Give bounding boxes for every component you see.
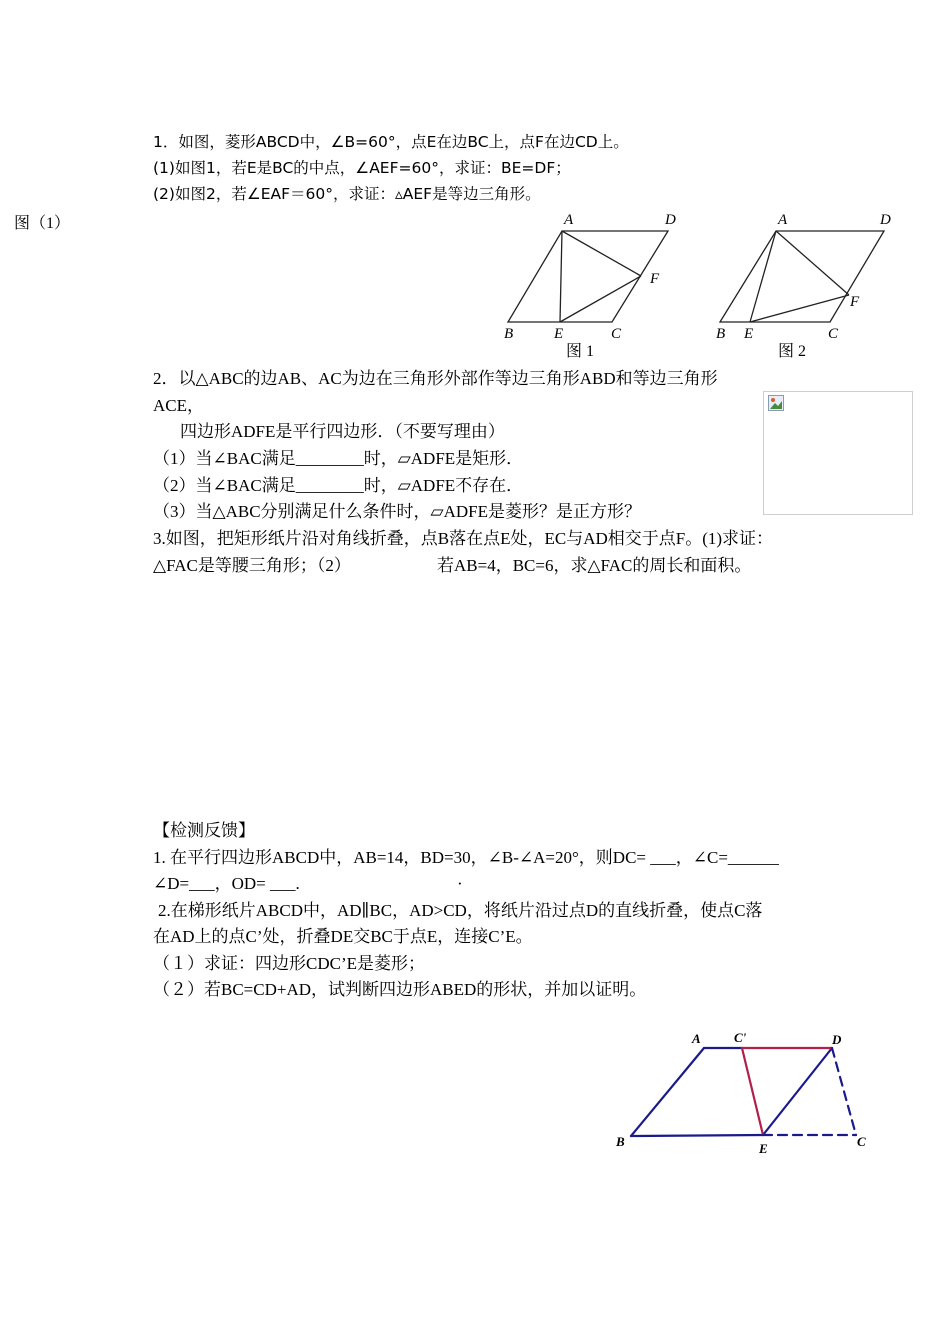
question-1-part-1: (1)如图1，若E是BC的中点，∠AEF=60°，求证：BE=DF；	[153, 159, 571, 177]
fig2-label-e: E	[744, 326, 754, 342]
fig2-label-d: D	[880, 212, 891, 228]
broken-image-icon	[768, 395, 784, 411]
fig2-label-a: A	[778, 212, 788, 228]
fig3-label-c: C	[857, 1134, 866, 1149]
fig3-label-d: D	[832, 1032, 842, 1047]
question-1-title: 1．如图，菱形ABCD中，∠B=60°，点E在边BC上，点F在边CD上。	[153, 133, 629, 151]
question-3-line-2b: 若AB=4，BC=6，求△FAC的周长和面积。	[437, 556, 752, 575]
fig1-label-b: B	[504, 326, 514, 342]
fig1-label-c: C	[611, 326, 622, 342]
feedback-2-line-1: 2.在梯形纸片ABCD中，AD∥BC，AD>CD，将纸片沿过点D的直线折叠，使点C落	[158, 901, 763, 920]
fig3-label-c-prime: C'	[734, 1030, 747, 1045]
figure-2-rhombus	[712, 206, 902, 362]
fig1-label-f: F	[650, 271, 660, 287]
feedback-2-line-2: 在AD上的点C’处，折叠DE交BC于点E，连接C’E。	[153, 927, 533, 946]
fig2-caption: 图 2	[778, 343, 807, 360]
fig1-label-d: D	[665, 212, 676, 228]
question-2-part-2: （2）当∠BAC满足________时，▱ADFE不存在．	[153, 476, 524, 495]
fig3-label-e: E	[759, 1141, 768, 1156]
feedback-1-line-1: 1. 在平行四边形ABCD中，AB=14，BD=30，∠B-∠A=20°，则DC= ___，∠C=______	[153, 848, 779, 867]
fig1-caption: 图 1	[566, 343, 595, 360]
feedback-2-part-1: （１）求证：四边形CDC’E是菱形；	[153, 954, 425, 973]
fig1-label-a: A	[564, 212, 574, 228]
question-2-part-1: （1）当∠BAC满足________时，▱ADFE是矩形．	[153, 449, 524, 468]
feedback-1-dot: ·	[457, 874, 463, 893]
question-1-part-2: (2)如图2，若∠EAF＝60°，求证：▵AEF是等边三角形。	[153, 185, 541, 203]
question-3-line-2a: △FAC是等腰三角形；（2）	[153, 556, 351, 575]
fig3-label-b: B	[616, 1134, 625, 1149]
fig3-label-a: A	[692, 1031, 701, 1046]
fig2-label-c: C	[828, 326, 839, 342]
question-2-line-2: ACE，	[153, 396, 204, 415]
feedback-heading: 【检测反馈】	[153, 821, 255, 840]
missing-image-frame	[763, 391, 913, 515]
feedback-1-line-2: ∠D=___，OD= ___.	[153, 874, 300, 893]
question-3-line-1: 3.如图，把矩形纸片沿对角线折叠，点B落在点E处，EC与AD相交于点F。(1)求证：	[153, 529, 774, 548]
question-2-line-3: 四边形ADFE是平行四边形．（不要写理由）	[180, 422, 505, 441]
fig2-label-f: F	[850, 294, 860, 310]
figure-1-rhombus	[500, 206, 680, 362]
trapezoid-fold-figure	[606, 1022, 876, 1162]
fig2-label-b: B	[716, 326, 726, 342]
feedback-2-part-2: （２）若BC=CD+AD，试判断四边形ABED的形状，并加以证明。	[153, 980, 647, 999]
fig1-label-e: E	[554, 326, 564, 342]
figure-side-label: 图（1）	[14, 215, 71, 232]
question-2-part-3: （3）当△ABC分别满足什么条件时，▱ADFE是菱形？是正方形？	[153, 502, 641, 521]
question-2-line-1: 2．以△ABC的边AB、AC为边在三角形外部作等边三角形ABD和等边三角形	[153, 369, 718, 388]
